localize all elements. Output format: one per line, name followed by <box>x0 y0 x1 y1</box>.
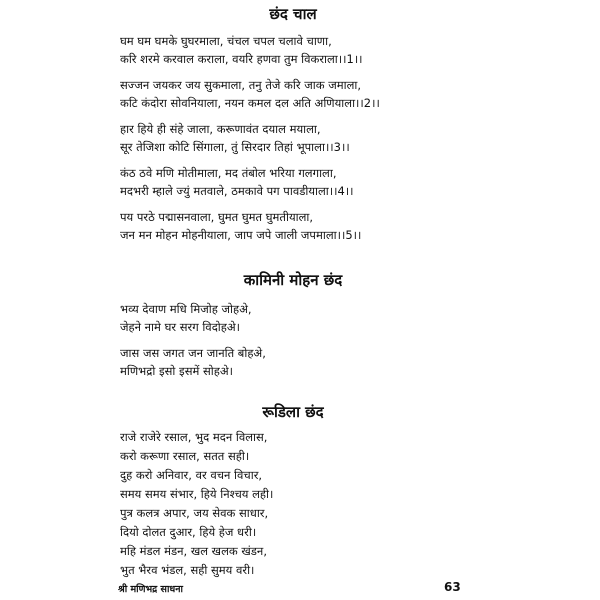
verse-line: राजे राजेरे रसाल, भुद मदन विलास, <box>120 430 268 444</box>
verse-line: समय समय संभार, हिये निश्चय लही। <box>120 487 274 501</box>
verse-line: मणिभद्रो इसो इसमें सोहअे। <box>120 364 234 378</box>
verse-line: भुत भैरव भंडल, सही सुमय वरी। <box>120 563 255 577</box>
verse-line: मदभरी म्हाले ज्युं मतवाले, ठमकावे पग पावडीयाला।।4।। <box>120 184 354 198</box>
verse-line: करो करूणा रसाल, सतत सही। <box>120 449 250 463</box>
verse-line: महि मंडल मंडन, खल खलक खंडन, <box>120 544 267 558</box>
document-page <box>118 0 468 600</box>
verse-line: कंठ ठवे मणि मोतीमाला, मद तंबोल भरिया गलगाला, <box>120 166 337 180</box>
verse-line: जन मन मोहन मोहनीयाला, जाप जपे जाली जपमाला।।5।। <box>120 228 362 242</box>
section-title-chhand-chaal: छंद चाल <box>269 5 317 23</box>
section-title-roodila-chhand: रूडिला छंद <box>262 403 324 421</box>
verse-line: दुह करो अनिवार, वर वचन विचार, <box>120 468 263 482</box>
verse-line: पुत्र कलत्र अपार, जय सेवक साधार, <box>120 506 269 520</box>
verse-line: घम घम घमके घुघरमाला, चंचल चपल चलावे चाणा, <box>120 34 332 48</box>
verse-line: सज्जन जयकर जय सुकमाला, तनु तेजे करि जाक जमाला, <box>120 78 362 92</box>
section-title-kamini-mohan-chhand: कामिनी मोहन छंद <box>243 271 343 289</box>
verse-line: भव्य देवाण मधि मिजोह जोहअे, <box>120 302 252 316</box>
footer-book-title: श्री मणिभद्र साधना <box>118 584 183 595</box>
page-number: 63 <box>444 580 461 594</box>
verse-line: दियो दोलत दुआर, हिये हेज धरी। <box>120 525 257 539</box>
verse-line: पय परठे पद्मासनवाला, घुमत घुमत घुमतीयाला, <box>120 210 314 224</box>
verse-line: जेहने नामे घर सरग विदोहअे। <box>120 320 241 334</box>
verse-line: हार हिये ही संहे जाला, करूणावंत दयाल मयाला, <box>120 122 321 136</box>
verse-line: कटि कंदोरा सोवनियाला, नयन कमल दल अति अणियाला।।2।। <box>120 96 380 110</box>
verse-line: करि शरमे करवाल कराला, वयरि हणवा तुम विकराला।।1।। <box>120 52 363 66</box>
verse-line: जास जस जगत जन जानति बोहअे, <box>120 346 266 360</box>
verse-line: सूर तेजिशा कोटि सिंगाला, तुं सिरदार तिहां भूपाला।।3।। <box>120 140 350 154</box>
